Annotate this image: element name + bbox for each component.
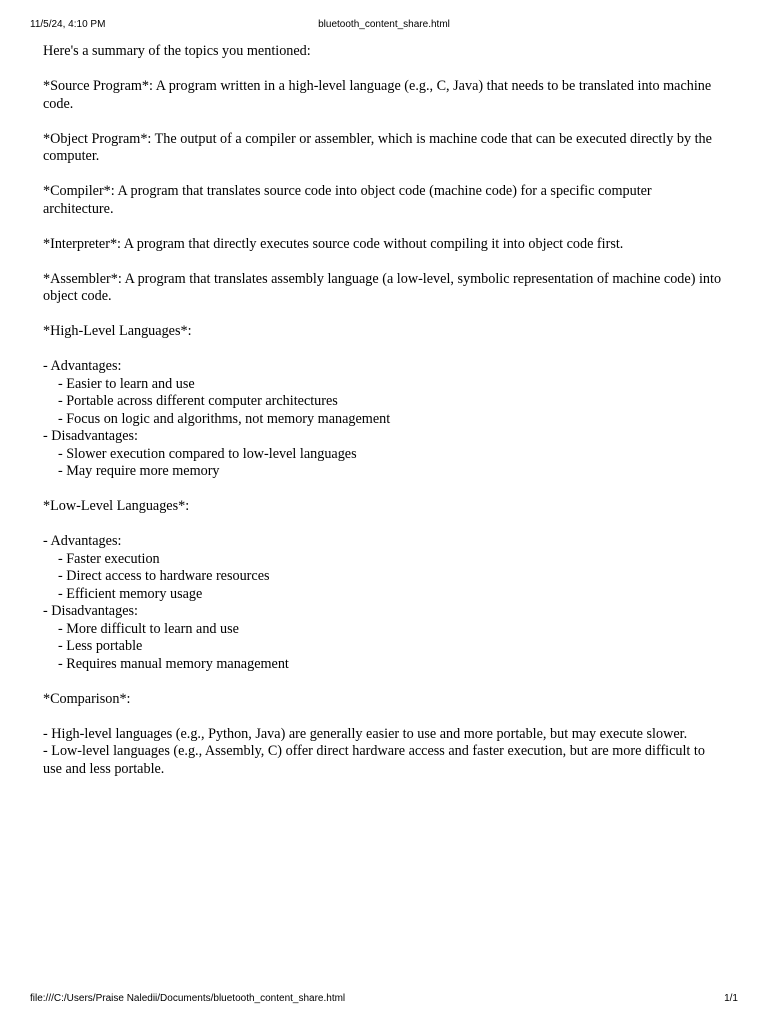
list-item: - Portable across different computer architectures — [58, 393, 338, 409]
print-url: file:///C:/Users/Praise Naledii/Documents/bluetooth_content_share.html — [30, 993, 346, 1004]
comparison-list — [43, 726, 723, 779]
intro-paragraph: Here's a summary of the topics you mentioned: — [43, 43, 311, 59]
low-level-list — [43, 533, 723, 673]
list-item: - Faster execution — [58, 550, 160, 567]
list-item: - Easier to learn and use — [58, 375, 195, 392]
list-item: - Requires manual memory management — [58, 655, 289, 672]
list-item: - May require more memory — [58, 463, 220, 479]
high-level-list — [43, 358, 723, 481]
list-item: - Direct access to hardware resources — [58, 568, 270, 584]
list-item: - Focus on logic and algorithms, not memory management — [58, 410, 391, 427]
print-title: bluetooth_content_share.html — [318, 19, 450, 30]
compiler-paragraph: *Compiler*: A program that translates source code into object code (machine code) for a specific computer architecture. — [43, 183, 652, 217]
low-level-disadvantages-label: - Disadvantages: — [43, 603, 138, 619]
page-counter: 1/1 — [724, 993, 738, 1004]
low-level-advantages-label: - Advantages: — [43, 533, 122, 549]
comparison-point-low-level: - Low-level languages (e.g., Assembly, C) offer direct hardware access and faster execution, but are more difficult to use and less portable. — [43, 743, 705, 777]
print-date: 11/5/24, 4:10 PM — [30, 19, 106, 30]
print-header — [30, 18, 738, 32]
source-program-paragraph: *Source Program*: A program written in a high-level language (e.g., C, Java) that needs to be translated into machine code. — [43, 78, 712, 112]
object-program-paragraph: *Object Program*: The output of a compiler or assembler, which is machine code that can be executed directly by the computer. — [43, 130, 712, 164]
document-body — [43, 43, 723, 796]
list-item: - Efficient memory usage — [58, 585, 203, 602]
comparison-heading: *Comparison*: — [43, 690, 131, 707]
interpreter-paragraph: *Interpreter*: A program that directly executes source code without compiling it into object code first. — [43, 235, 624, 252]
list-item: - Slower execution compared to low-level languages — [58, 445, 357, 462]
low-level-heading: *Low-Level Languages*: — [43, 498, 190, 514]
high-level-disadvantages-label: - Disadvantages: — [43, 428, 138, 444]
high-level-heading: *High-Level Languages*: — [43, 323, 192, 339]
comparison-point-high-level: - High-level languages (e.g., Python, Java) are generally easier to use and more portable, but may execute slower. — [43, 725, 688, 742]
print-footer — [30, 992, 738, 1006]
list-item: - More difficult to learn and use — [58, 620, 239, 637]
assembler-paragraph: *Assembler*: A program that translates assembly language (a low-level, symbolic representation of machine code) into object code. — [43, 270, 722, 304]
high-level-advantages-label: - Advantages: — [43, 358, 122, 374]
list-item: - Less portable — [58, 638, 143, 654]
